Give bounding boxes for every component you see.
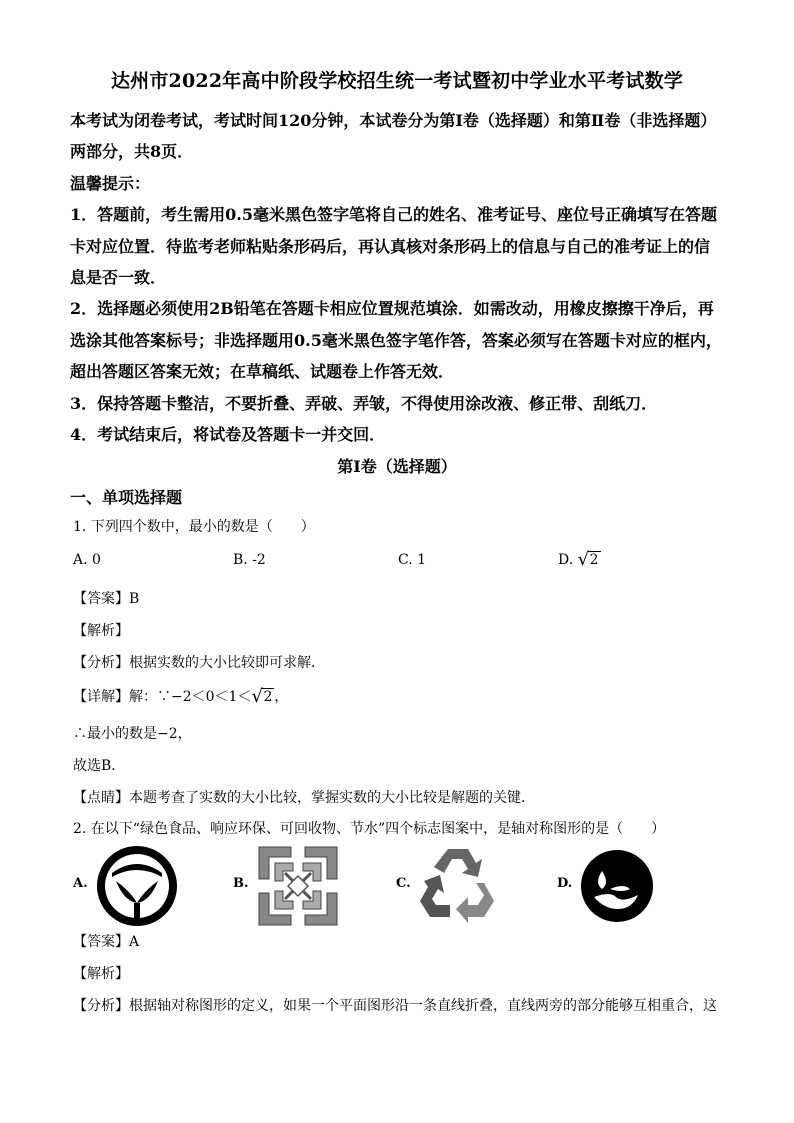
tip-1-line: 1．答题前，考生需用0.5毫米黑色签字笔将自己的姓名、准考证号、座位号正确填写在答题 bbox=[70, 205, 717, 224]
exam-title: 达州市2022年高中阶段学校招生统一考试暨初中学业水平考试数学 bbox=[110, 70, 684, 92]
question-1-comment: 【点睛】本题考查了实数的大小比较，掌握实数的大小比较是解题的关键． bbox=[73, 790, 535, 806]
tip-3-line: 3．保持答题卡整洁，不要折叠、弄破、弄皱，不得使用涂改液、修正带、刮纸刀． bbox=[70, 394, 658, 413]
recycle-logo-icon bbox=[418, 843, 498, 923]
question-2-analysis-head: 【解析】 bbox=[73, 966, 129, 982]
question-1-answer: 【答案】B bbox=[73, 591, 140, 607]
question-1-analysis-head: 【解析】 bbox=[73, 623, 129, 639]
detail-prefix: 【详解】解：∵−2＜0＜1＜ bbox=[73, 689, 252, 705]
question-1-conclusion: ∴最小的数是−2， bbox=[73, 726, 192, 742]
option-d-letter: D. bbox=[558, 552, 578, 568]
question-1-option-c: C. 1 bbox=[398, 552, 427, 568]
question-1-stem: 1. 下列四个数中，最小的数是（ ） bbox=[73, 519, 315, 535]
detail-suffix: ， bbox=[274, 689, 289, 705]
tip-1-line: 息是否一致． bbox=[70, 268, 167, 287]
sqrt-radicand: 2 bbox=[263, 689, 273, 705]
tip-2-line: 超出答题区答案无效；在草稿纸、试题卷上作答无效． bbox=[70, 362, 455, 381]
question-2-option-c: C. bbox=[396, 876, 411, 891]
question-1-detail bbox=[73, 686, 288, 706]
sqrt-symbol: √ 2 bbox=[251, 686, 273, 707]
sqrt-symbol: √ 2 bbox=[577, 549, 599, 570]
tip-1-line: 卡对应位置．待监考老师粘贴条形码后，再认真核对条形码上的信息与自己的准考证上的信 bbox=[70, 237, 711, 256]
intro-line: 本考试为闭卷考试，考试时间120分钟，本试卷分为第Ⅰ卷（选择题）和第Ⅱ卷（非选择题） bbox=[70, 111, 717, 130]
question-2-answer: 【答案】A bbox=[73, 934, 140, 950]
question-2-option-b: B. bbox=[233, 876, 249, 891]
question-1-option-a: A. 0 bbox=[73, 552, 101, 568]
question-2-option-d: D. bbox=[557, 876, 573, 891]
environmental-logo-icon bbox=[255, 843, 341, 929]
water-saving-logo-icon bbox=[580, 849, 654, 923]
tip-2-line: 选涂其他答案标号；非选择题用0.5毫米黑色签字笔作答，答案必须写在答题卡对应的框内， bbox=[70, 331, 722, 350]
part-title: 一、单项选择题 bbox=[70, 488, 183, 507]
question-2-stem: 2. 在以下“绿色食品、响应环保、可回收物、节水”四个标志图案中，是轴对称图形的是（ ） bbox=[73, 821, 666, 837]
question-2-analysis: 【分析】根据轴对称图形的定义，如果一个平面图形沿一条直线折叠，直线两旁的部分能够互相重合，这 bbox=[73, 998, 717, 1014]
sqrt-radicand: 2 bbox=[589, 552, 599, 568]
question-1-choose: 故选B． bbox=[73, 758, 126, 774]
question-2-option-a: A. bbox=[73, 876, 88, 891]
green-food-logo-icon bbox=[94, 843, 180, 929]
tip-2-line: 2．选择题必须使用2B铅笔在答题卡相应位置规范填涂．如需改动，用橡皮擦擦干净后，再 bbox=[70, 299, 714, 318]
tips-heading: 温馨提示： bbox=[70, 174, 151, 193]
question-1-option-d bbox=[558, 551, 601, 568]
tip-4-line: 4．考试结束后，将试卷及答题卡一并交回． bbox=[70, 425, 386, 444]
intro-line: 两部分，共8页． bbox=[70, 142, 194, 161]
section-title: 第Ⅰ卷（选择题） bbox=[337, 457, 457, 476]
question-1-analysis: 【分析】根据实数的大小比较即可求解． bbox=[73, 655, 325, 671]
question-1-option-b: B. -2 bbox=[233, 552, 266, 568]
